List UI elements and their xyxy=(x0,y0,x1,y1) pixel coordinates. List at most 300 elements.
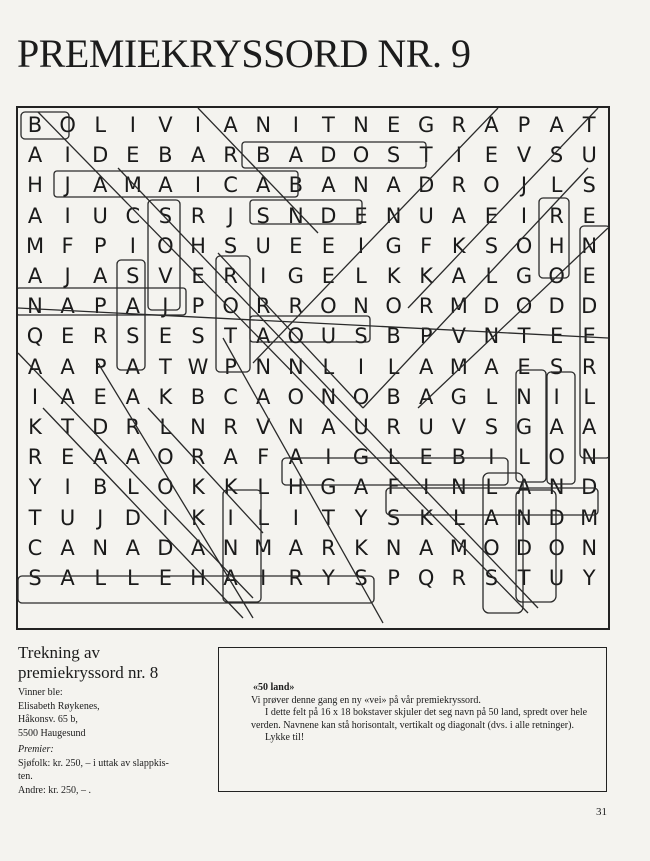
grid-letter: A xyxy=(27,264,43,288)
grid-letter: R xyxy=(451,173,467,198)
grid-letter: T xyxy=(28,505,42,530)
grid-letter: A xyxy=(27,143,43,168)
grid-letter: F xyxy=(420,233,433,258)
grid-letter: I xyxy=(520,203,528,228)
grid-letter: N xyxy=(581,445,598,470)
grid-letter: B xyxy=(451,445,466,470)
grid-letter: O xyxy=(287,324,305,349)
grid-letter: S xyxy=(549,143,564,168)
grid-letter: I xyxy=(553,384,560,409)
grid-letter: I xyxy=(292,505,299,530)
grid-letter: P xyxy=(387,566,400,590)
grid-letter: O xyxy=(548,264,565,288)
grid-letter: S xyxy=(354,324,368,349)
grid-letter: R xyxy=(549,203,564,228)
grid-letter: R xyxy=(27,445,43,470)
grid-letter: C xyxy=(223,173,238,198)
grid-letter: G xyxy=(385,233,402,258)
grid-letter: M xyxy=(449,294,468,319)
grid-letter: V xyxy=(451,415,466,439)
word-search-grid xyxy=(16,106,610,630)
grid-letter: R xyxy=(223,415,238,439)
page-title: PREMIEKRYSSORD NR. 9 xyxy=(17,31,471,76)
grid-letter: L xyxy=(485,384,498,409)
grid-letter: K xyxy=(419,505,434,530)
grid-letter: L xyxy=(485,264,498,288)
grid-letter: S xyxy=(549,354,564,379)
grid-letter: A xyxy=(484,505,499,530)
grid-letter: N xyxy=(353,113,369,137)
grid-letter: M xyxy=(123,173,142,198)
grid-letter: B xyxy=(386,384,401,409)
grid-letter: A xyxy=(60,354,75,379)
grid-letter: A xyxy=(419,384,434,409)
grid-letter: A xyxy=(256,384,271,409)
grid-letter: I xyxy=(455,143,462,168)
instructions-intro: Vi prøver denne gang en ny «vei» på vår premiekryssord. xyxy=(251,694,481,706)
grid-letter: A xyxy=(288,445,303,470)
grid-letter: A xyxy=(386,173,401,198)
grid-letter: C xyxy=(27,535,43,560)
grid-letter: K xyxy=(419,264,434,288)
grid-letter: L xyxy=(94,566,107,590)
grid-letter: A xyxy=(60,294,75,319)
grid-letter: E xyxy=(126,143,140,168)
grid-letter: R xyxy=(190,203,206,228)
grid-letter: I xyxy=(325,445,332,470)
grid-letter: T xyxy=(582,113,596,137)
grid-letter: K xyxy=(158,384,173,409)
grid-letter: H xyxy=(27,173,43,198)
winner-line: 5500 Haugesund xyxy=(18,727,86,739)
grid-letter: E xyxy=(517,354,531,379)
grid-letter: S xyxy=(158,203,173,228)
grid-letter: K xyxy=(223,475,238,500)
grid-letter: E xyxy=(191,264,205,288)
grid-letter: G xyxy=(320,475,337,500)
grid-letter: S xyxy=(386,143,401,168)
grid-letter: A xyxy=(93,173,108,198)
grid-letter: N xyxy=(287,415,304,439)
grid-letter: E xyxy=(484,203,499,228)
grid-letter: L xyxy=(126,566,139,590)
grid-letter: A xyxy=(549,113,564,137)
grid-letter: N xyxy=(27,294,43,319)
grid-letter: I xyxy=(162,505,169,530)
grid-letter: I xyxy=(194,113,202,137)
grid-letter: A xyxy=(451,203,466,228)
grid-letter: H xyxy=(190,566,206,590)
grid-letter: N xyxy=(581,535,598,560)
grid-letter: L xyxy=(355,264,367,288)
grid-letter: S xyxy=(191,324,205,349)
grid-letter: N xyxy=(516,505,532,530)
grid-letter: U xyxy=(92,203,108,228)
grid-letter: S xyxy=(354,566,368,590)
grid-letter: E xyxy=(158,566,173,590)
grid-letter: I xyxy=(260,566,267,590)
grid-letter: A xyxy=(125,535,140,560)
page-number: 31 xyxy=(596,806,607,818)
grid-letter: O xyxy=(515,294,533,319)
grid-letter: O xyxy=(548,535,565,560)
grid-letter: S xyxy=(256,203,270,228)
grid-letter: U xyxy=(255,233,271,258)
grid-letter: I xyxy=(31,384,39,409)
grid-letter: A xyxy=(484,113,499,137)
grid-letter: A xyxy=(223,445,238,470)
grid-letter: L xyxy=(257,475,270,500)
grid-letter: E xyxy=(93,384,107,409)
grid-letter: O xyxy=(222,294,239,319)
grid-letter: B xyxy=(27,113,43,137)
grid-letter: N xyxy=(287,354,304,379)
grid-letter: G xyxy=(515,264,533,288)
grid-letter: A xyxy=(549,415,564,439)
grid-letter: O xyxy=(157,475,174,500)
grid-letter: Y xyxy=(321,566,335,590)
grid-letter: D xyxy=(124,505,141,530)
grid-letter: V xyxy=(516,143,532,168)
grid-letter: R xyxy=(288,294,304,319)
grid-letter: I xyxy=(292,113,299,137)
grid-letter: E xyxy=(354,203,368,228)
grid-letter: L xyxy=(518,445,530,470)
grid-letter: P xyxy=(191,294,205,319)
prize-line: Sjøfolk: kr. 250, – i uttak av slappkis- xyxy=(18,757,169,769)
grid-letter: D xyxy=(548,505,565,530)
grid-letter: J xyxy=(162,294,169,319)
grid-letter: P xyxy=(419,324,433,349)
grid-letter: D xyxy=(320,203,337,228)
grid-letter: B xyxy=(190,384,206,409)
grid-letter: A xyxy=(353,475,369,500)
grid-letter: K xyxy=(191,475,205,500)
grid-letter: I xyxy=(227,505,234,530)
grid-letter: V xyxy=(158,113,173,137)
instructions-body: I dette felt på 16 x 18 bokstaver skjuler det seg navn på 50 land, spredt over hele verden. Navnene kan stå horisontalt, vertikalt og diagonalt (dvs. i alle retninger). xyxy=(251,707,588,731)
grid-letter: O xyxy=(515,233,533,258)
grid-letter: D xyxy=(581,294,598,319)
grid-letter: R xyxy=(418,294,434,319)
grid-letter: E xyxy=(419,445,433,470)
prize-line: ten. xyxy=(18,771,33,782)
grid-letter: V xyxy=(256,415,271,439)
grid-letter: O xyxy=(352,143,370,168)
grid-letter: L xyxy=(387,354,400,379)
grid-letter: B xyxy=(158,143,173,168)
results-title: Trekning av premiekryssord nr. 8 xyxy=(18,643,159,682)
grid-letter: A xyxy=(484,354,499,379)
grid-letter: H xyxy=(190,233,206,258)
grid-letter: H xyxy=(548,233,565,258)
grid-letter: E xyxy=(289,233,303,258)
grid-letter: U xyxy=(320,324,337,349)
grid-letter: U xyxy=(581,143,597,168)
grid-letter: E xyxy=(321,264,336,288)
grid-letter: O xyxy=(483,535,500,560)
grid-letter: N xyxy=(92,535,109,560)
grid-letter: I xyxy=(64,143,71,168)
grid-letter: A xyxy=(190,535,206,560)
grid-letter: I xyxy=(64,475,71,500)
grid-letter: M xyxy=(449,354,468,379)
grid-letter: A xyxy=(288,535,303,560)
grid-letter: Y xyxy=(28,475,42,500)
grid-letter: M xyxy=(580,505,599,530)
grid-letter: R xyxy=(386,415,401,439)
grid-letter: M xyxy=(254,535,273,560)
grid-letter: R xyxy=(125,415,141,439)
instructions-title: «50 land» xyxy=(253,682,295,693)
grid-letter: R xyxy=(190,445,206,470)
grid-letter: I xyxy=(129,233,136,258)
grid-letter: R xyxy=(223,143,238,168)
prizes-label: Premier: xyxy=(18,744,54,755)
grid-letter: V xyxy=(451,324,466,349)
grid-letter: L xyxy=(126,475,139,500)
grid-letter: A xyxy=(321,173,336,198)
grid-letter: A xyxy=(125,384,140,409)
grid-letter: N xyxy=(222,535,239,560)
grid-letter: L xyxy=(322,354,335,379)
grid-letter: E xyxy=(321,233,336,258)
results-details xyxy=(18,686,218,797)
grid-letter: A xyxy=(125,445,140,470)
grid-letter: E xyxy=(582,264,596,288)
grid-letter: D xyxy=(483,294,500,319)
grid-letter: P xyxy=(93,233,107,258)
prize-line: Andre: kr. 250, – . xyxy=(18,784,92,796)
grid-letter: N xyxy=(483,324,500,349)
grid-letter: E xyxy=(60,445,75,470)
grid-letter: A xyxy=(93,264,108,288)
grid-letter: U xyxy=(418,203,434,228)
grid-letter: I xyxy=(64,203,71,228)
grid-letter: F xyxy=(257,445,270,470)
grid-letter: M xyxy=(449,535,468,560)
grid-letter: R xyxy=(581,354,597,379)
grid-letter: D xyxy=(581,475,598,500)
grid-letter: S xyxy=(484,566,499,590)
grid-letter: A xyxy=(223,566,238,590)
grid-letter: Q xyxy=(26,324,44,349)
grid-letter: R xyxy=(255,294,271,319)
grid-letter: N xyxy=(548,475,565,500)
grid-letter: E xyxy=(582,203,596,228)
grid-letter: A xyxy=(256,324,271,349)
grid-letter: E xyxy=(484,143,499,168)
grid-letter: L xyxy=(257,505,270,530)
grid-letter: S xyxy=(484,415,499,439)
grid-letter: T xyxy=(517,566,531,590)
grid-letter: E xyxy=(582,324,596,349)
grid-letter: S xyxy=(28,566,42,590)
grid-letter: D xyxy=(92,143,109,168)
grid-letter: K xyxy=(191,505,205,530)
grid-letter: E xyxy=(386,113,401,137)
grid-letter: F xyxy=(387,475,400,500)
instructions-closing: Lykke til! xyxy=(265,732,305,743)
grid-letter: S xyxy=(582,173,596,198)
grid-letter: T xyxy=(321,113,335,137)
grid-letter: I xyxy=(357,354,365,379)
grid-letter: D xyxy=(320,143,337,168)
grid-letter: D xyxy=(548,294,565,319)
grid-letter: D xyxy=(515,535,533,560)
grid-letter: R xyxy=(321,535,336,560)
grid-letter: A xyxy=(223,113,238,137)
grid-letter: D xyxy=(418,173,435,198)
grid-letter: L xyxy=(452,505,465,530)
grid-letter: S xyxy=(126,324,140,349)
grid-letter: N xyxy=(287,203,304,228)
grid-letter: T xyxy=(158,354,172,379)
grid-letter: I xyxy=(488,445,495,470)
grid-letter: A xyxy=(60,535,75,560)
grid-letter: O xyxy=(157,233,174,258)
grid-letter: O xyxy=(59,113,76,137)
grid-letter: P xyxy=(224,354,237,379)
grid-letter: P xyxy=(517,113,531,137)
grid-letter: B xyxy=(386,324,401,349)
grid-letter: A xyxy=(93,445,108,470)
grid-letter: L xyxy=(387,445,400,470)
grid-letter: S xyxy=(386,505,401,530)
grid-letter: N xyxy=(320,384,337,409)
grid-letter: E xyxy=(60,324,75,349)
grid-letter: T xyxy=(224,324,237,349)
grid-letter: K xyxy=(386,264,401,288)
grid-letter: A xyxy=(60,384,75,409)
grid-letter: N xyxy=(385,203,402,228)
grid-letter: R xyxy=(92,324,108,349)
grid-letter: V xyxy=(158,264,173,288)
grid-letter: W xyxy=(187,354,209,379)
grid-letter: A xyxy=(125,294,140,319)
grid-letter: E xyxy=(158,324,173,349)
grid-letter: A xyxy=(516,475,532,500)
grid-letter: F xyxy=(61,233,74,258)
grid-letter: B xyxy=(288,173,303,198)
grid-letter: N xyxy=(353,294,369,319)
grid-letter: P xyxy=(93,294,107,319)
grid-letter: R xyxy=(223,264,238,288)
grid-letter: S xyxy=(126,264,140,288)
grid-letter: N xyxy=(450,475,467,500)
grid-letter: O xyxy=(548,445,565,470)
grid-letter: J xyxy=(520,173,528,198)
grid-letter: L xyxy=(583,384,596,409)
grid-letter: L xyxy=(94,113,107,137)
grid-letter: O xyxy=(483,173,500,198)
grid-letter: N xyxy=(255,354,272,379)
grid-letter: U xyxy=(548,566,565,590)
grid-letter: O xyxy=(287,384,305,409)
grid-letter: J xyxy=(64,264,71,288)
winners-label: Vinner ble: xyxy=(18,687,63,698)
grid-letter: H xyxy=(287,475,304,500)
grid-letter: I xyxy=(194,173,202,198)
grid-letter: A xyxy=(125,354,140,379)
grid-letter: M xyxy=(25,233,45,258)
grid-letter: T xyxy=(419,143,433,168)
grid-letter: T xyxy=(517,324,531,349)
grid-letter: N xyxy=(516,384,532,409)
grid-letter: A xyxy=(158,173,173,198)
grid-letter: A xyxy=(419,535,434,560)
grid-letter: G xyxy=(418,113,435,137)
grid-letter: R xyxy=(451,566,467,590)
grid-letter: J xyxy=(227,203,234,228)
grid-letter: O xyxy=(157,445,174,470)
grid-letter: B xyxy=(255,143,271,168)
grid-letter: K xyxy=(451,233,466,258)
grid-letter: N xyxy=(581,233,598,258)
grid-letter: U xyxy=(353,415,369,439)
grid-letter: U xyxy=(59,505,76,530)
grid-letter: A xyxy=(60,566,75,590)
grid-letter: S xyxy=(484,233,499,258)
grid-letter: K xyxy=(28,415,42,439)
grid-letter: T xyxy=(61,415,74,439)
grid-letter: N xyxy=(255,113,272,137)
grid-letter: G xyxy=(450,384,467,409)
grid-letter: C xyxy=(125,203,141,228)
grid-letter: A xyxy=(451,264,466,288)
grid-letter: O xyxy=(385,294,402,319)
grid-letter: A xyxy=(27,203,43,228)
grid-letter: A xyxy=(321,415,336,439)
winner-line: Elisabeth Røykenes, xyxy=(18,700,100,712)
winner-line: Håkonsv. 65 b, xyxy=(18,714,78,725)
grid-letter: B xyxy=(92,475,108,500)
grid-letter: I xyxy=(423,475,430,500)
grid-letter: J xyxy=(64,173,71,198)
grid-letter: I xyxy=(357,233,365,258)
grid-letter: I xyxy=(129,113,136,137)
grid-letter: T xyxy=(321,505,335,530)
grid-letter: S xyxy=(223,233,238,258)
grid-letter: A xyxy=(190,143,206,168)
grid-letter: R xyxy=(288,566,304,590)
grid-letter: O xyxy=(320,294,337,319)
grid-letter: I xyxy=(260,264,267,288)
grid-letter: N xyxy=(385,535,402,560)
grid-letter: Y xyxy=(582,566,596,590)
grid-letter: E xyxy=(549,324,564,349)
instructions-box xyxy=(218,647,607,792)
grid-letter: K xyxy=(354,535,368,560)
grid-letter: A xyxy=(419,354,434,379)
grid-letter: N xyxy=(190,415,206,439)
grid-letter: G xyxy=(287,264,304,288)
grid-letter: L xyxy=(159,415,172,439)
grid-letter: J xyxy=(97,505,104,530)
grid-letter: L xyxy=(485,475,498,500)
grid-letter: N xyxy=(353,173,369,198)
grid-letter: A xyxy=(27,354,43,379)
grid-letter: Q xyxy=(417,566,435,590)
grid-letter: G xyxy=(515,415,533,439)
grid-letter: A xyxy=(288,143,303,168)
grid-letter: O xyxy=(352,384,370,409)
grid-letter: P xyxy=(93,354,107,379)
grid-letter: G xyxy=(352,445,370,470)
grid-letter: C xyxy=(223,384,238,409)
grid-letter: U xyxy=(418,415,434,439)
grid-letter: A xyxy=(582,415,597,439)
